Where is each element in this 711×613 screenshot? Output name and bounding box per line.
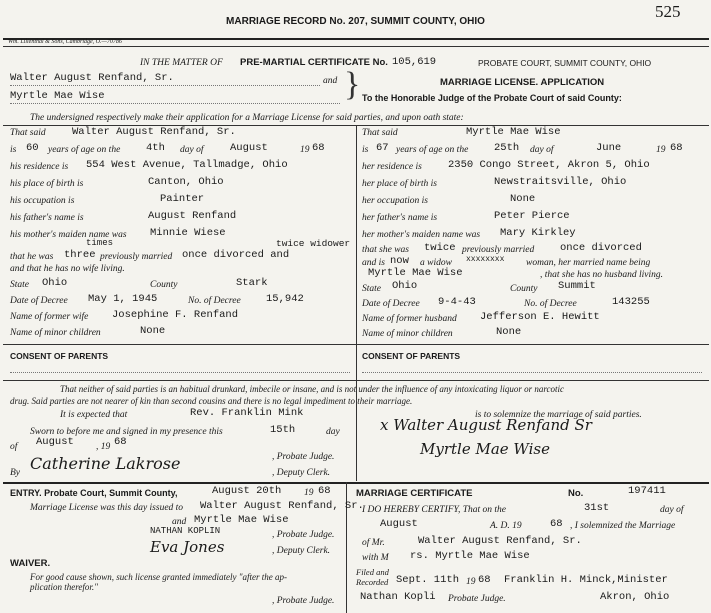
bride-signature: Myrtle Mae Wise bbox=[420, 440, 550, 458]
label: No. of Decree bbox=[188, 296, 241, 306]
declaration-line-2: drug. Said parties are not nearer of kin than second cousins and there is no legal impediment to their marriage. bbox=[10, 396, 413, 406]
sworn-month: August bbox=[36, 436, 74, 448]
bride-line bbox=[10, 103, 340, 104]
label: Probate Judge. bbox=[448, 594, 506, 604]
label: County bbox=[150, 280, 178, 290]
label: , Deputy Clerk. bbox=[272, 546, 331, 556]
groom-year: 68 bbox=[312, 142, 325, 154]
and-label: and bbox=[323, 76, 338, 86]
groom-state: Ohio bbox=[42, 277, 68, 289]
printer-credit: Wm. Lilienthal & Sons, Cambridge, O.—70786 bbox=[8, 39, 122, 45]
bride-age: 67 bbox=[376, 142, 389, 154]
bride-birth-day: 25th bbox=[494, 142, 520, 154]
label: , Deputy Clerk. bbox=[272, 468, 331, 478]
label: his father's name is bbox=[10, 213, 84, 223]
groom-times-label: times bbox=[86, 238, 114, 248]
label: Name of minor children bbox=[10, 328, 101, 338]
sworn-day: 15th bbox=[270, 424, 296, 436]
groom-name-header: Walter August Renfand, Sr. bbox=[10, 72, 174, 84]
certificate-title: PRE-MARTIAL CERTIFICATE No. bbox=[240, 57, 388, 68]
application-title: MARRIAGE LICENSE. APPLICATION bbox=[440, 77, 605, 88]
label: , Probate Judge. bbox=[272, 596, 335, 606]
sworn-year: 68 bbox=[114, 436, 127, 448]
consent-right: CONSENT OF PARENTS bbox=[362, 351, 461, 361]
label: State bbox=[362, 284, 381, 294]
label: a widow bbox=[420, 258, 452, 268]
label: Name of minor children bbox=[362, 329, 453, 339]
label: day of bbox=[660, 505, 684, 515]
groom-decree-date: May 1, 1945 bbox=[88, 293, 158, 305]
entry-title: ENTRY. Probate Court, Summit County, bbox=[10, 488, 178, 498]
label: his residence is bbox=[10, 162, 69, 172]
label: is bbox=[10, 145, 17, 155]
application-to: To the Honorable Judge of the Probate Court of said County: bbox=[362, 93, 622, 103]
bride-minor-children: None bbox=[496, 326, 522, 338]
waiver-text-1: For good cause shown, such license granted immediately "after the ap- bbox=[30, 572, 287, 582]
certificate-year: 68 bbox=[550, 518, 563, 530]
certificate-bride: rs. Myrtle Mae Wise bbox=[410, 550, 530, 562]
label: Date of Decree bbox=[362, 299, 420, 309]
brace: } bbox=[344, 66, 361, 103]
groom-county: Stark bbox=[236, 277, 268, 289]
label: 19 bbox=[300, 145, 310, 155]
label: her residence is bbox=[362, 162, 422, 172]
label: Name of former wife bbox=[10, 312, 89, 322]
label: her mother's maiden name was bbox=[362, 230, 481, 240]
label: woman, her married name being bbox=[526, 258, 651, 268]
bride-decree-date: 9-4-43 bbox=[438, 296, 476, 308]
entry-judge: NATHAN KOPLIN bbox=[150, 526, 221, 536]
groom-birth-month: August bbox=[230, 142, 268, 154]
label: and bbox=[172, 517, 187, 527]
groom-minor-children: None bbox=[140, 325, 166, 337]
label: , I solemnized the Marriage bbox=[570, 521, 676, 531]
certificate-judge: Nathan Kopli bbox=[360, 591, 436, 603]
label: , 19 bbox=[96, 442, 111, 452]
groom-residence: 554 West Avenue, Tallmadge, Ohio bbox=[86, 159, 288, 171]
matter-prefix: IN THE MATTER OF bbox=[140, 58, 223, 68]
entry-date: August 20th bbox=[212, 485, 282, 497]
sworn-label: Sworn to before me and signed in my presence this bbox=[30, 427, 223, 437]
deputy-signature: Catherine Lakrose bbox=[30, 454, 181, 473]
page-number: 525 bbox=[655, 2, 681, 21]
preamble: The undersigned respectively make their application for a Marriage License for said parties, and upon oath state: bbox=[30, 113, 464, 123]
waiver-title: WAIVER. bbox=[10, 558, 51, 569]
label: day of bbox=[530, 145, 554, 155]
record-title: MARRIAGE RECORD No. 207, SUMMIT COUNTY, OHIO bbox=[226, 16, 485, 27]
label: , that she has no husband living. bbox=[540, 270, 663, 280]
bride-married-name: Myrtle Mae Wise bbox=[368, 267, 463, 279]
groom-birthplace: Canton, Ohio bbox=[148, 176, 224, 188]
label: County bbox=[510, 284, 538, 294]
label: No. bbox=[568, 488, 584, 499]
bride-county: Summit bbox=[558, 280, 596, 292]
label: and that he has no wife living. bbox=[10, 264, 125, 274]
label: That said bbox=[362, 128, 398, 138]
bride-now: now bbox=[390, 255, 409, 267]
certificate-month: August bbox=[380, 518, 418, 530]
bride-struck: xxxxxxxx bbox=[466, 255, 505, 264]
officiant-name: Rev. Franklin Mink bbox=[190, 407, 304, 419]
groom-mother: Minnie Wiese bbox=[150, 227, 226, 239]
bride-state: Ohio bbox=[392, 280, 418, 292]
label: Marriage License was this day issued to bbox=[30, 503, 184, 513]
bride-father: Peter Pierce bbox=[494, 210, 570, 222]
certificate-day: 31st bbox=[584, 502, 610, 514]
groom-decree-no: 15,942 bbox=[266, 293, 304, 305]
certificate-heading: MARRIAGE CERTIFICATE bbox=[356, 488, 473, 499]
label: her occupation is bbox=[362, 196, 428, 206]
bride-decree-no: 143255 bbox=[612, 296, 650, 308]
entry-bride: Myrtle Mae Wise bbox=[194, 514, 289, 526]
label: No. of Decree bbox=[524, 299, 577, 309]
marriage-certificate-number: 197411 bbox=[628, 485, 666, 497]
label: State bbox=[10, 280, 29, 290]
waiver-text-2: plication therefor." bbox=[30, 582, 98, 592]
bride-prev-status: once divorced bbox=[560, 242, 642, 254]
label: Name of former husband bbox=[362, 314, 457, 324]
consent-line bbox=[10, 372, 350, 373]
label: that he was bbox=[10, 252, 54, 262]
groom-father: August Renfand bbox=[148, 210, 237, 222]
label: and is bbox=[362, 258, 385, 268]
label: Recorded bbox=[356, 577, 389, 587]
groom-signature: x Walter August Renfand Sr bbox=[380, 416, 592, 434]
clerk-signature: Eva Jones bbox=[150, 538, 225, 556]
bride-former-husband: Jefferson E. Hewitt bbox=[480, 311, 600, 323]
column-divider bbox=[356, 125, 357, 481]
label: I DO HEREBY CERTIFY, That on the bbox=[362, 505, 506, 515]
label: 19 bbox=[466, 577, 476, 587]
expected-suffix: is to solemnize the marriage of said parties. bbox=[475, 410, 642, 420]
entry-rule bbox=[3, 482, 709, 484]
court-name: PROBATE COURT, SUMMIT COUNTY, OHIO bbox=[478, 58, 652, 68]
groom-age: 60 bbox=[26, 142, 39, 154]
bride-name-header: Myrtle Mae Wise bbox=[10, 90, 105, 102]
label: his mother's maiden name was bbox=[10, 230, 127, 240]
bride-name: Myrtle Mae Wise bbox=[466, 126, 561, 138]
label: years of age on the bbox=[396, 145, 469, 155]
label: previously married bbox=[462, 245, 535, 255]
label: A. D. 19 bbox=[490, 521, 522, 531]
label: day of bbox=[180, 145, 204, 155]
groom-prev-status: once divorced and bbox=[182, 249, 290, 261]
label: his place of birth is bbox=[10, 179, 84, 189]
groom-times: three bbox=[64, 249, 96, 261]
groom-name: Walter August Renfand, Sr. bbox=[72, 126, 236, 138]
groom-former-wife: Josephine F. Renfand bbox=[112, 309, 239, 321]
bride-occupation: None bbox=[510, 193, 536, 205]
certificate-number: 105,619 bbox=[392, 56, 437, 68]
consent-line bbox=[362, 372, 702, 373]
label: By bbox=[10, 468, 21, 478]
groom-line bbox=[10, 85, 320, 86]
label: of bbox=[10, 442, 18, 452]
label: years of age on the bbox=[48, 145, 121, 155]
bride-times: twice bbox=[424, 242, 456, 254]
groom-birth-day: 4th bbox=[146, 142, 165, 154]
label: 19 bbox=[656, 145, 666, 155]
consent-rule bbox=[3, 344, 709, 345]
label: Date of Decree bbox=[10, 296, 68, 306]
label: previously married bbox=[100, 252, 173, 262]
label: , Probate Judge. bbox=[272, 530, 335, 540]
certificate-groom: Walter August Renfand, Sr. bbox=[418, 535, 582, 547]
consent-left: CONSENT OF PARENTS bbox=[10, 351, 109, 361]
certificate-filed-date: Sept. 11th bbox=[396, 574, 460, 586]
label: day bbox=[326, 427, 340, 437]
label: That said bbox=[10, 128, 46, 138]
bride-birth-month: June bbox=[596, 142, 622, 154]
bride-mother: Mary Kirkley bbox=[500, 227, 576, 239]
bride-residence: 2350 Congo Street, Akron 5, Ohio bbox=[448, 159, 650, 171]
bride-year: 68 bbox=[670, 142, 683, 154]
label: her place of birth is bbox=[362, 179, 437, 189]
label: his occupation is bbox=[10, 196, 75, 206]
expected-label: It is expected that bbox=[60, 410, 128, 420]
label: that she was bbox=[362, 245, 409, 255]
groom-occupation: Painter bbox=[160, 193, 205, 205]
entry-groom: Walter August Renfand, Sr. bbox=[200, 500, 364, 512]
label: 19 bbox=[304, 488, 314, 498]
certificate-filed-year: 68 bbox=[478, 574, 491, 586]
certificate-minister: Franklin H. Minck,Minister bbox=[504, 574, 668, 586]
entry-year: 68 bbox=[318, 485, 331, 497]
bride-birthplace: Newstraitsville, Ohio bbox=[494, 176, 627, 188]
label: is bbox=[362, 145, 369, 155]
label: her father's name is bbox=[362, 213, 438, 223]
groom-prev-extra: twice widower bbox=[276, 238, 351, 249]
label: , Probate Judge. bbox=[272, 452, 335, 462]
label: with M bbox=[362, 553, 389, 563]
label: of Mr. bbox=[362, 538, 385, 548]
declaration-rule bbox=[3, 380, 709, 381]
certificate-city: Akron, Ohio bbox=[600, 591, 670, 603]
label: Filed and bbox=[356, 567, 389, 577]
top-rule-2 bbox=[3, 46, 709, 47]
declaration-line-1: That neither of said parties is an habitual drunkard, imbecile or insane, and is not under the influence of any intoxicating liquor or narcotic bbox=[60, 384, 565, 394]
